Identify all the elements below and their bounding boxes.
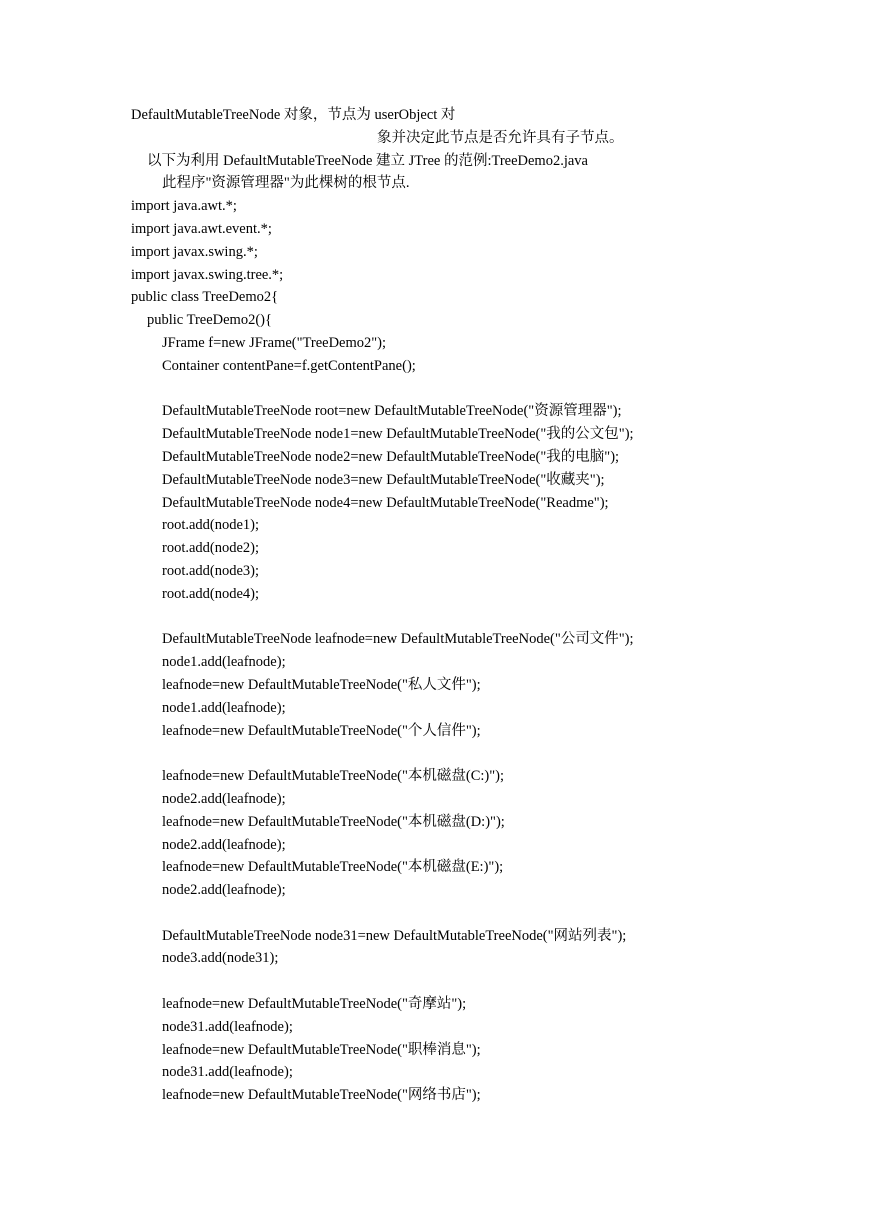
document-body [131,104,751,1107]
intro-line: 此程序"资源管理器"为此棵树的根节点. [162,175,410,192]
code-line: DefaultMutableTreeNode node4=new DefaultMutableTreeNode("Readme"); [162,494,609,511]
blank-line [131,606,751,629]
code-line: node2.add(leafnode); [162,790,286,807]
code-line: leafnode=new DefaultMutableTreeNode("网络书店"); [162,1087,481,1104]
code-line: node31.add(leafnode); [162,1018,293,1035]
code-line: import java.awt.*; [131,198,237,215]
blank-line [131,902,751,925]
blank-line [131,742,751,765]
code-line: root.add(node4); [162,585,260,602]
code-line: DefaultMutableTreeNode leafnode=new DefaultMutableTreeNode("公司文件"); [162,631,634,648]
code-line: JFrame f=new JFrame("TreeDemo2"); [162,334,387,351]
blank-line [131,970,751,993]
code-line: node1.add(leafnode); [162,654,286,671]
code-line: root.add(node1); [162,517,260,534]
code-line: leafnode=new DefaultMutableTreeNode("私人文件"); [162,676,481,693]
code-line: public TreeDemo2(){ [147,312,272,329]
code-line: leafnode=new DefaultMutableTreeNode("本机磁盘(E:)"); [162,859,504,876]
code-line: import javax.swing.tree.*; [131,266,284,283]
code-line: node2.add(leafnode); [162,836,286,853]
code-line: DefaultMutableTreeNode root=new DefaultMutableTreeNode("资源管理器"); [162,403,622,420]
intro-line: DefaultMutableTreeNode 对象，节点为 userObject 对 [131,107,456,123]
code-line: leafnode=new DefaultMutableTreeNode("奇摩站"); [162,996,467,1013]
code-line: leafnode=new DefaultMutableTreeNode("职棒消息"); [162,1041,481,1058]
code-line: DefaultMutableTreeNode node31=new DefaultMutableTreeNode("网站列表"); [162,927,627,944]
code-line: DefaultMutableTreeNode node1=new DefaultMutableTreeNode("我的公文包"); [162,426,634,443]
code-line: root.add(node2); [162,540,260,557]
code-line: root.add(node3); [162,562,260,579]
code-line: public class TreeDemo2{ [131,289,279,306]
code-line: DefaultMutableTreeNode node2=new DefaultMutableTreeNode("我的电脑"); [162,448,620,465]
code-line: node3.add(node31); [162,950,279,967]
code-line: leafnode=new DefaultMutableTreeNode("本机磁盘(C:)"); [162,768,505,785]
code-line: node1.add(leafnode); [162,699,286,716]
code-line: import java.awt.event.*; [131,220,272,237]
code-line: node31.add(leafnode); [162,1064,293,1081]
code-line: Container contentPane=f.getContentPane(); [162,357,416,374]
code-line: leafnode=new DefaultMutableTreeNode("本机磁盘(D:)"); [162,813,505,830]
intro-line: 以下为利用 DefaultMutableTreeNode 建立 JTree 的范例:TreeDemo2.java [147,152,588,169]
blank-line [131,378,751,401]
code-line: node2.add(leafnode); [162,882,286,899]
code-line: import javax.swing.*; [131,243,258,260]
intro-line: 象并决定此节点是否允许具有子节点。 [377,129,624,146]
code-line: leafnode=new DefaultMutableTreeNode("个人信件"); [162,722,481,739]
code-line: DefaultMutableTreeNode node3=new DefaultMutableTreeNode("收藏夹"); [162,471,605,488]
